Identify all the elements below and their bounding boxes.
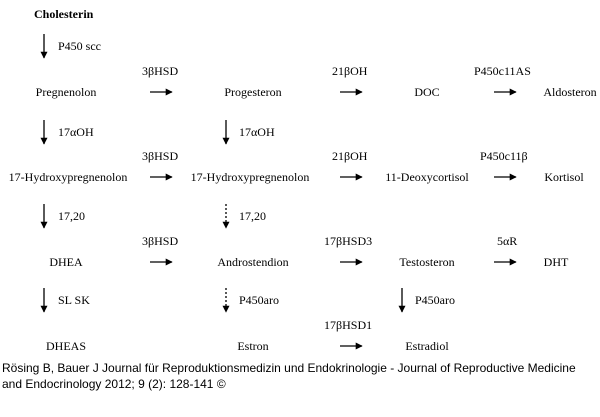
enzyme-17bhsd3: 17βHSD3 (324, 234, 373, 248)
node-dheas: DHEAS (45, 339, 87, 353)
enzyme-p450scc: P450 scc (58, 39, 101, 53)
node-dhea: DHEA (49, 255, 83, 269)
enzyme-p450aro-middle: P450aro (239, 293, 279, 307)
node-kortisol: Kortisol (544, 170, 584, 184)
enzyme-3bhsd-row2: 3βHSD (142, 149, 179, 163)
enzyme-21boh-row2: 21βOH (332, 149, 368, 163)
enzyme-5ar: 5αR (497, 234, 518, 248)
node-17-hydroxypregnenolon: 17-Hydroxypregnenolon (8, 170, 128, 184)
node-pregnenolon: Pregnenolon (35, 85, 97, 99)
enzyme-17aoh-left: 17αOH (58, 125, 94, 139)
enzyme-sl-sk: SL SK (58, 293, 90, 307)
enzyme-p450aro-right: P450aro (415, 293, 455, 307)
enzyme-21boh-row1: 21βOH (332, 64, 368, 78)
node-17-hydroxyprogesteron: 17-Hydroxypregnenolon (190, 170, 310, 184)
enzyme-17aoh-middle: 17αOH (239, 125, 275, 139)
node-11-deoxycortisol: 11-Deoxycortisol (385, 170, 469, 184)
node-androstendion: Androstendion (217, 255, 289, 269)
node-estradiol: Estradiol (405, 339, 449, 353)
enzyme-17-20-left: 17,20 (58, 209, 85, 223)
enzyme-p450c11b: P450c11β (480, 149, 528, 163)
node-aldosteron: Aldosteron (543, 85, 597, 99)
enzyme-p450c11as: P450c11AS (474, 64, 531, 78)
node-estron: Estron (237, 339, 269, 353)
node-testosteron: Testosteron (399, 255, 455, 269)
node-dht: DHT (543, 255, 569, 269)
node-cholesterin: Cholesterin (34, 7, 94, 21)
enzyme-3bhsd-row1: 3βHSD (142, 64, 179, 78)
citation-caption: Rösing B, Bauer J Journal für Reproduktionsmedizin und Endokrinologie - Journal of Reproductive Medicine and Endocrinology 2012; 9 (2): 128-141 © (2, 361, 576, 391)
enzyme-17bhsd1: 17βHSD1 (324, 318, 373, 332)
node-doc: DOC (414, 85, 440, 99)
node-progesteron: Progesteron (224, 85, 282, 99)
enzyme-3bhsd-row3: 3βHSD (142, 234, 179, 248)
enzyme-17-20-middle: 17,20 (239, 209, 266, 223)
